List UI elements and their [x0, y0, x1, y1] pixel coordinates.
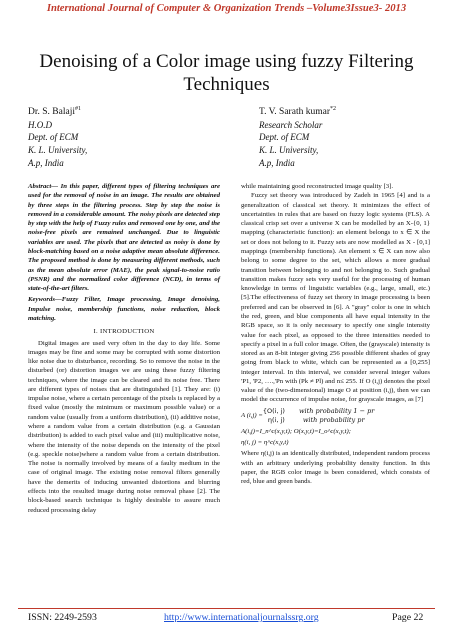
equation-2: A(i,j)=I_n^c(x,y,t); O(x,y,t)=I_o^c(x,y,t);: [241, 427, 352, 435]
footer-issn: ISSN: 2249-2593: [28, 612, 97, 623]
author-role-1: H.O.D: [28, 119, 52, 130]
footer-url-link[interactable]: http://www.internationaljournalssrg.org: [164, 612, 319, 623]
equation-1-lhs: A (i,j) =: [241, 412, 263, 420]
section-heading: I. INTRODUCTION: [93, 328, 155, 336]
equation-1: [241, 407, 430, 425]
equation-1-cases: [263, 407, 375, 425]
keywords-text: —Fuzzy Filter, Image processing, Image denoising, Impulse noise, membership functions, noise reduction, block matching.: [28, 296, 220, 322]
journal-header: International Journal of Computer & Organization Trends –Volume3Issue3- 2013: [46, 3, 407, 14]
keywords-label: Keywords: [28, 296, 55, 304]
right-paragraph-1: while maintaining good reconstructed image quality [3].: [241, 183, 394, 190]
author-univ-1: K. L. University,: [28, 144, 88, 155]
equation-1-case-2: η(i, j) with probability pr: [267, 415, 365, 424]
abstract: [28, 182, 220, 293]
author-place-2: A.p, India: [259, 157, 295, 168]
equation-1-case-1: {O(i, j) with probability 1 − pr: [262, 406, 375, 415]
abstract-label: Abstract: [28, 183, 52, 190]
right-paragraph-2: Fuzzy set theory was introduced by Zadeh in 1965 [4] and is a generalization of classical set theory. It minimizes the effect of uncertainties in rules that are based on fuzzy logic systems (FLS). A classical crisp set over a universe X can be modelled by an X-{0, 1} mapping (characteristic function): an element belongs to x ∈ X the set or does not belong to it. Fuzzy sets are now modelled as X - [0,1] mappings (membership functions). An element x ∈ X can now also belong to some degree to the set, which allows a more gradual transition between belonging to and not belonging to. Such gradual transition makes fuzzy sets very useful for the processing of human knowledge in terms of linguistic variables (e.g., large, small, etc.)[5].The effectiveness of fuzzy set theory in image processing is been preferred and can be observed in [6]. A "gray" color is one in which the red, green, and blue components all have equal intensity in the RGB space, so it is only necessary to specify one single intensity value for each pixel, as opposed to the three intensities needed to specify a pixel in a full color image. Often, the (grayscale) intensity is stored as an 8-bit integer giving 256 possible different shades of gray going from black to white, which can be represented as a [0,255] integer interval. In this interval, we consider several integer values 'P1, 'P2, ….,'Pn with (Pk ≠ Pl) and n≤ 255. If O (i,j) denotes the pixel value of the (two-dimensional) image O at position (i,j), then we can model the occurrence of impulse noise, for grayscale images, as [7]: [241, 192, 430, 404]
intro-paragraph: Digital images are used very often in the day to day life. Some images may be fine and some may be corrupted with some distortion like noise due to disturbance, recording. So to remove the noise in the disturbed (or) distortion images we are using these fuzzy filtering techniques, where the image can be cleared and its noise free. There are different types of noises that are distinguished [1]. They are: (i) impulse noise, where a certain percentage of the pixels is replaced by a fixed value (mostly the minimum or maximum possible value) or a random value (usually from a uniform distribution), (ii) additive noise, where a random value from a certain distribution (e.g. a Gaussian distribution) is added to each pixel value and (iii) multiplicative noise, where the intensity of the noise depends on the intensity of the pixel (e.g. speckle noise)where a random value from a certain distribution. The noise is normally involved by means of a faulty medium in the case of original image. The existing noise removal filters generally have the demerits of inducing unwanted distortions and blurring effects into the resulted image during noise removal phase [2]. The block-based search technique is highly desirable to assure much reduced processing delay: [28, 339, 220, 514]
keywords: [28, 295, 220, 323]
author-role-2: Research Scholar: [259, 119, 323, 130]
footer-rule: [18, 608, 435, 609]
paper-title: Denoising of a Color image using fuzzy Filtering Techniques: [39, 51, 414, 95]
abstract-text: — In this paper, different types of filtering techniques are used for the removal of noise in an image. The results are obtained by three steps in the filtering process. Step by step the noise is removed in a considerable amount. The noisy pixels are detected step by step with the help of Fuzzy rules and removed one by one, and the noise-free pixels are remained unchanged. Due to linguistic variables are used. The pixels that are detected as noisy is done by block-matching based on a noise adaptive mean absolute difference. The proposed method is done by measuring different methods, such as the mean absolute error (MAE), the peak signal-to-noise ratio (PSNR) and the normalized color difference (NCD), in terms of state-of-the-art filters.: [28, 183, 220, 293]
author-name-2: T. V. Sarath kumar$^{*2}$: [259, 106, 336, 118]
equation-3: η(i, j) = η^c(x,y,t): [241, 439, 289, 447]
author-block-2: [259, 103, 336, 169]
right-paragraph-3: Where η(i,j) is an identically distributed, independent random process with an arbitrary underlying probability density function. In this paper, the RGB color image is been considered, which consists of red, blue and green bands.: [241, 450, 430, 486]
author-dept-1: Dept. of ECM: [28, 132, 79, 143]
author-block-1: [28, 103, 87, 169]
author-place-1: A.p, India: [28, 157, 64, 168]
author-name-1: Dr. S. Balaji$^{\#1}$: [28, 106, 81, 118]
author-dept-2: Dept. of ECM: [259, 132, 310, 143]
left-column: [28, 182, 220, 515]
footer-page-number: Page 22: [392, 612, 424, 623]
author-univ-2: K. L. University,: [259, 144, 319, 155]
right-column: [241, 182, 430, 486]
